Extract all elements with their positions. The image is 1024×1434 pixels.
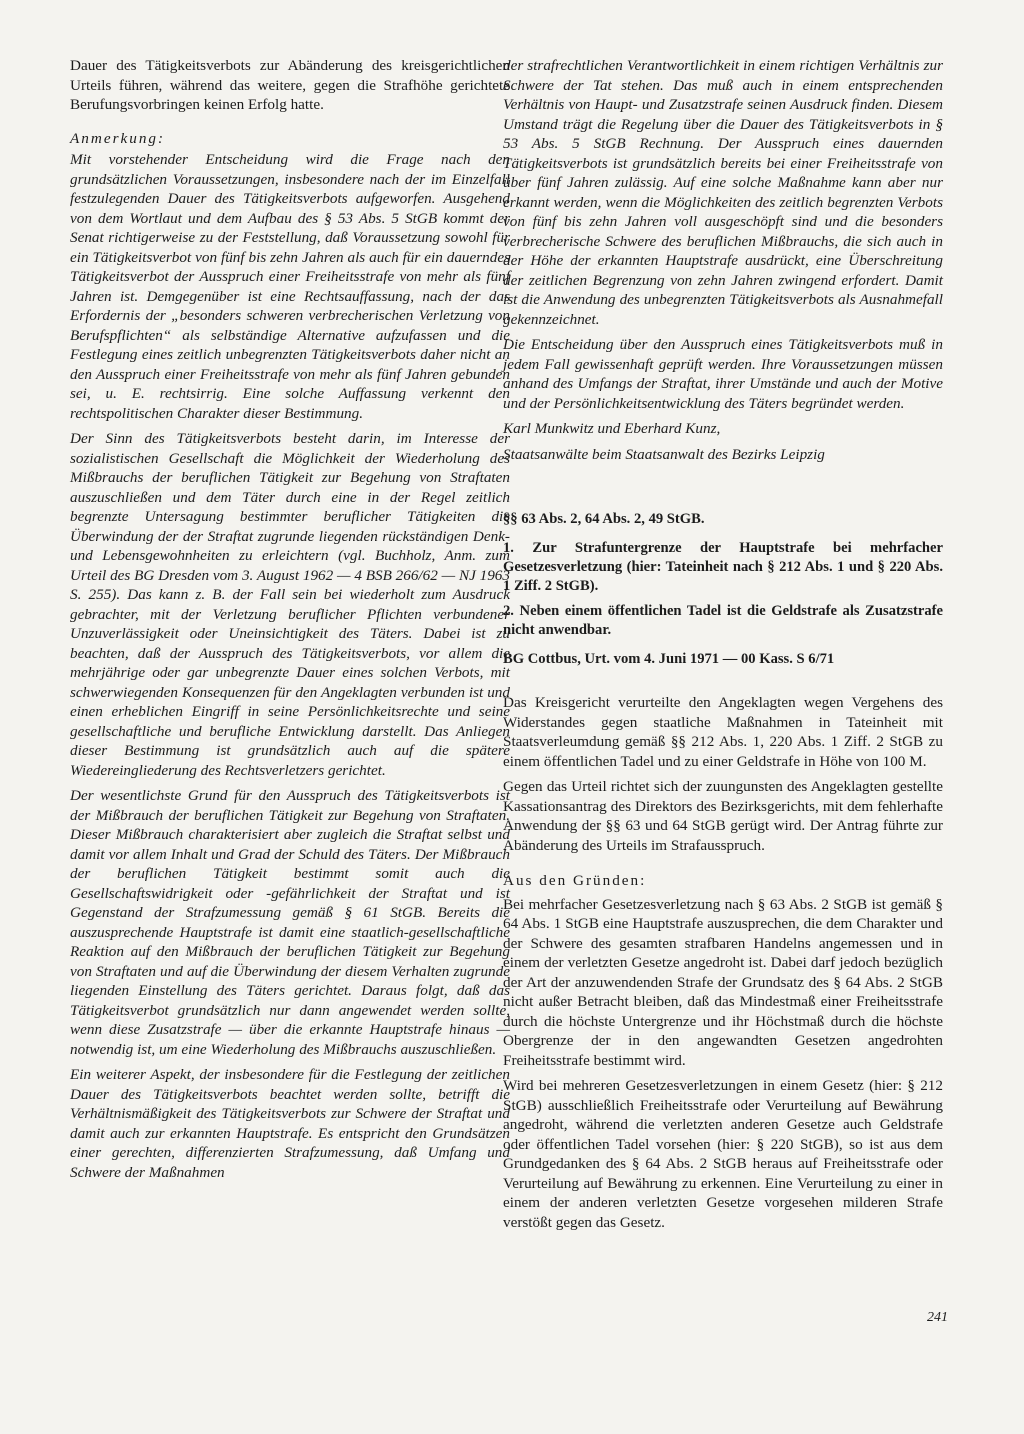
left-column (70, 56, 510, 1188)
paragraph: Mit vorstehender Entscheidung wird die Frage nach den grundsätzlichen Voraussetzungen, insbesondere nach der im Einzelfall festzulegenden Dauer des Tätigkeitsverbots aufgeworfen. Ausgehend von dem Wortlaut und dem Aufbau des § 53 Abs. 5 StGB kommt der Senat richtigerweise zu der Feststellung, daß Voraussetzung sowohl für ein Tätigkeitsverbot von fünf bis zehn Jahren als auch für ein dauerndes Tätigkeitsverbot der Ausspruch einer Freiheitsstrafe von mehr als fünf Jahren ist. Demgegenüber ist eine Rechtsauffassung, nach der das Erfordernis der „besonders schweren verbrecherischen Verletzung von Berufspflichten“ als selbständige Alternative aufzufassen und die Festlegung eines zeitlich unbegrenzten Tätigkeitsverbots daher nicht an den Ausspruch einer Freiheitsstrafe von mehr als fünf Jahren gebunden sei, u. E. rechtsirrig. Eine solche Auffassung verkennt den rechtspolitischen Charakter dieser Bestimmung. (70, 151, 510, 422)
paragraph: der strafrechtlichen Verantwortlichkeit in einem richtigen Verhältnis zur Schwere der Tat stehen. Das muß auch in einem entsprechenden Verhältnis von Haupt- und Zusatzstrafe seinen Ausdruck finden. Diesem Umstand trägt die Regelung über die Dauer des Tätigkeitsverbots in § 53 Abs. 5 StGB Rechnung. Der Ausspruch eines dauernden Tätigkeitsverbots ist grundsätzlich bereits bei einer Freiheitsstrafe von über fünf Jahren zulässig. Auf eine solche Maßnahme kann aber nur erkannt werden, wenn die Möglichkeiten des zeitlich begrenzten Verbots von fünf bis zehn Jahren voll ausgeschöpft sind und die besonders verbrecherische Schwere des beruflichen Mißbrauchs, die sich auch in der Höhe der erkannten Hauptstrafe ausdrückt, eine Überschreitung der zeitlichen Begrenzung von zehn Jahren zwingend erfordert. Damit ist die Anwendung des unbegrenzten Tätigkeitsverbots als Ausnahmefall gekennzeichnet. (503, 57, 943, 328)
signature-names: Karl Munkwitz und Eberhard Kunz, (503, 420, 721, 437)
paragraph: Bei mehrfacher Gesetzesverletzung nach § 63 Abs. 2 StGB ist gemäß § 64 Abs. 1 StGB eine Hauptstrafe auszusprechen, die dem Charakter und der Schwere des gesamten strafbaren Handelns angemessen und in einem der verletzten Gesetze angedroht ist. Dabei darf jedoch bezüglich der Art der anzuwendenden Strafe der Grundsatz des § 64 Abs. 2 StGB nicht außer Betracht bleiben, daß das Mindestmaß einer Freiheitsstrafe durch die höchste Untergrenze und ihr Höchstmaß durch die höchste Obergrenze der in den angewandten Gesetzen angedrohten Freiheitsstrafe bestimmt wird. (503, 895, 943, 1069)
paragraph: Das Kreisgericht verurteilte den Angeklagten wegen Vergehens des Widerstandes gegen staatliche Maßnahmen in Tateinheit mit Staatsverleumdung gemäß §§ 212 Abs. 1, 220 Abs. 1 Ziff. 2 StGB zu einem öffentlichen Tadel und zu einer Geldstrafe in Höhe von 100 M. (503, 694, 943, 770)
paragraph: Dauer des Tätigkeitsverbots zur Abänderung des kreisgerichtlichen Urteils führen, während das weitere, gegen die Strafhöhe gerichtete Berufungsvorbringen keinen Erfolg hatte. (70, 57, 510, 113)
grounds-heading: Aus den Gründen: (503, 872, 647, 889)
headnote: 1. Zur Strafuntergrenze der Hauptstrafe bei mehrfacher Gesetzesverletzung (hier: Tateinheit nach § 212 Abs. 1 und § 220 Abs. 1 Ziff. 2 StGB). (503, 540, 943, 594)
signature-role: Staatsanwälte beim Staatsanwalt des Bezirks Leipzig (503, 445, 825, 463)
law-heading: §§ 63 Abs. 2, 64 Abs. 2, 49 StGB. (503, 511, 705, 527)
page-number: 241 (927, 1310, 948, 1325)
paragraph: Wird bei mehreren Gesetzesverletzungen in einem Gesetz (hier: § 212 StGB) ausschließlich Freiheitsstrafe oder Verurteilung auf Bewährung angedroht, während die verletzten anderen Gesetze auch Geldstrafe oder öffentlichen Tadel vorsehen (hier: § 220 StGB), so ist aus dem Grundgedanken des § 64 Abs. 2 StGB heraus auf Freiheitsstrafe oder Verurteilung auf Bewährung zu erkennen. Eine Verurteilung zu einer in einem der anderen verletzten Gesetze vorgesehen milderen Strafe verstößt gegen das Gesetz. (503, 1077, 943, 1231)
paragraph: Gegen das Urteil richtet sich der zuungunsten des Angeklagten gestellte Kassationsantrag des Direktors des Bezirksgerichts, mit dem fehlerhafte Anwendung der §§ 63 und 64 StGB gerügt wird. Der Antrag führte zur Abänderung des Urteils im Strafausspruch. (503, 778, 943, 854)
paragraph: Der Sinn des Tätigkeitsverbots besteht darin, im Interesse der sozialistischen Gesellschaft die Möglichkeit der Wiederholung des Mißbrauchs der beruflichen Tätigkeit zur Begehung von Straftaten auszuschließen und dem Täter durch eine in der Regel zeitlich begrenzte Untersagung bestimmter beruflicher Tätigkeiten die Überwindung der der Straftat zugrunde liegenden rückständigen Denk- und Lebensgewohnheiten zu erleichtern (vgl. Buchholz, Anm. zum Urteil des BG Dresden vom 3. August 1962 — 4 BSB 266/62 — NJ 1963 S. 255). Das kann z. B. der Fall sein bei wiederholt zum Ausdruck gebrachter, mit der Verletzung beruflicher Pflichten verbundener Unzuverlässigkeit oder Uneinsichtigkeit des Täters. Dabei ist zu beachten, daß der Ausspruch des Tätigkeitsverbots, vor allem die mehrjährige oder gar unbegrenzte Dauer eines solchen Verbots, mit schwerwiegenden Konsequenzen für den Angeklagten verbunden ist und einen erheblichen Eingriff in seine Persönlichkeitsrechte und seine gesellschaftliche und berufliche Entwicklung darstellt. Das Anliegen dieser Bestimmung ist grundsätzlich auch auf die spätere Wiedereingliederung des Rechtsverletzers gerichtet. (70, 430, 510, 779)
court-citation: BG Cottbus, Urt. vom 4. Juni 1971 — 00 Kass. S 6/71 (503, 651, 835, 667)
right-column (503, 56, 943, 1238)
paragraph: Ein weiterer Aspekt, der insbesondere für die Festlegung der zeitlichen Dauer des Tätigkeitsverbots beachtet werden sollte, betrifft die Verhältnismäßigkeit des Tätigkeitsverbots zur Schwere der Straftat und damit auch zur erkannten Hauptstrafe. Es entspricht den Grundsätzen einer gerechten, differenzierten Strafzumessung, daß Umfang und Schwere der Maßnahmen (70, 1066, 510, 1181)
paragraph: Der wesentlichste Grund für den Ausspruch des Tätigkeitsverbots ist der Mißbrauch der beruflichen Tätigkeit zur Begehung von Straftaten. Dieser Mißbrauch charakterisiert aber zugleich die Straftat selbst und damit vor allem Inhalt und Grad der Schuld des Täters. Der Mißbrauch der beruflichen Tätigkeit bestimmt somit auch die Gesellschaftswidrigkeit oder -gefährlichkeit der Straftat und ist Gegenstand der Strafzumessung gemäß § 61 StGB. Bereits die auszusprechende Hauptstrafe ist damit eine staatlich-gesellschaftliche Reaktion auf den Mißbrauch der beruflichen Tätigkeit zur Begehung von Straftaten und auf die Überwindung der diesem Verhalten zugrunde liegenden Einstellung des Täters gerichtet. Daraus folgt, daß das Tätigkeitsverbot grundsätzlich nur dann angewendet werden sollte, wenn diese Zusatzstrafe — über die erkannte Hauptstrafe hinaus — notwendig ist, um eine Wiederholung des Mißbrauchs auszuschließen. (70, 787, 510, 1058)
headnote: 2. Neben einem öffentlichen Tadel ist die Geldstrafe als Zusatzstrafe nicht anwendbar. (503, 603, 943, 638)
note-heading: Anmerkung: (70, 129, 166, 147)
paragraph: Die Entscheidung über den Ausspruch eines Tätigkeitsverbots muß in jedem Fall gewissenhaft geprüft werden. Ihre Voraussetzungen müssen anhand des Umfangs der Straftat, ihrer Umstände und auch der Motive und der Persönlichkeitsentwicklung des Täters begründet werden. (503, 336, 943, 412)
